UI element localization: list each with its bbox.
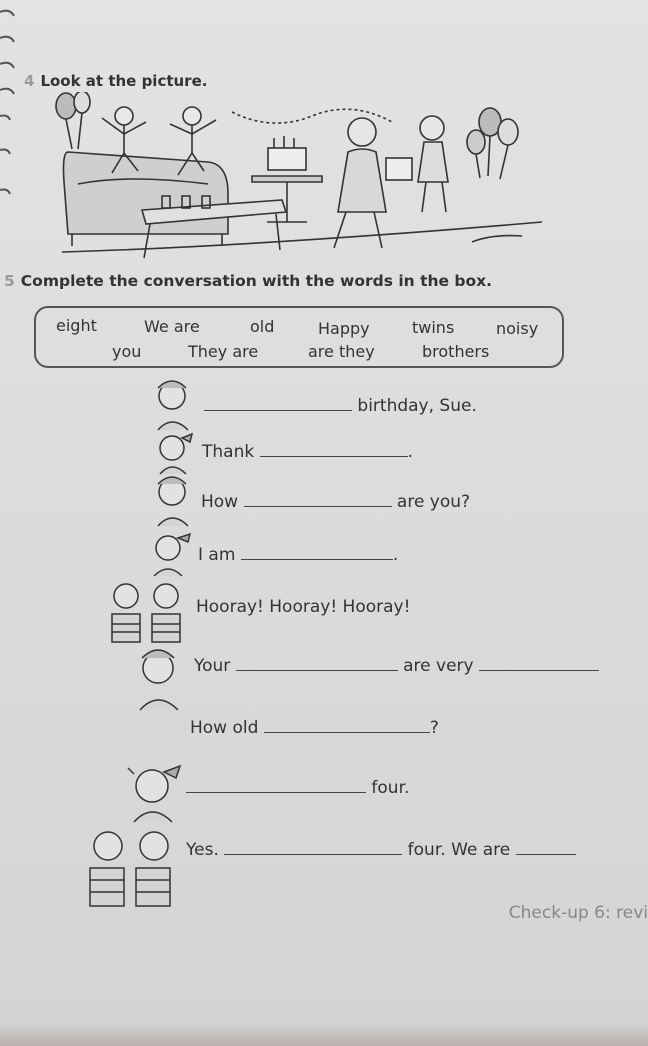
word-box-item: twins <box>412 318 455 337</box>
answer-blank[interactable] <box>204 409 352 411</box>
sue-icon <box>146 530 196 578</box>
exercise-5-heading <box>4 272 492 290</box>
twins-icon <box>104 578 190 644</box>
spiral-binding <box>0 0 22 230</box>
answer-blank[interactable] <box>241 558 393 560</box>
answer-blank[interactable] <box>264 731 430 733</box>
line-text: ? <box>429 718 439 738</box>
word-box-item: Happy <box>318 319 370 338</box>
sue-icon <box>152 430 198 476</box>
word-box-item: eight <box>56 316 97 335</box>
line-text: Your <box>194 656 231 676</box>
sue-icon <box>124 760 190 824</box>
conversation-line-3 <box>201 492 470 512</box>
conversation-line-1 <box>204 396 477 416</box>
answer-blank[interactable] <box>479 669 599 671</box>
line-text: I am <box>198 545 236 565</box>
answer-blank[interactable] <box>260 455 408 457</box>
line-text: Thank <box>202 442 255 462</box>
line-text: four. We are <box>407 840 511 860</box>
conversation-line-7 <box>190 718 439 738</box>
exercise-4-heading <box>24 72 207 90</box>
exercise-4-instruction: Look at the picture. <box>40 72 208 90</box>
answer-blank[interactable] <box>236 669 398 671</box>
answer-blank[interactable] <box>244 505 392 507</box>
birthday-party-illustration <box>52 92 552 272</box>
exercise-5-number: 5 <box>4 272 15 290</box>
line-text: . <box>392 545 399 565</box>
conversation-line-4 <box>198 545 398 565</box>
line-text: Hooray! Hooray! Hooray! <box>196 597 411 617</box>
line-text: are you? <box>396 492 471 512</box>
footer-check-up: Check-up 6: revi <box>508 903 648 923</box>
word-box-item: brothers <box>422 342 490 361</box>
conversation-line-9 <box>186 840 576 860</box>
answer-blank[interactable] <box>516 853 576 855</box>
answer-blank[interactable] <box>224 853 402 855</box>
line-text: four. <box>371 778 410 798</box>
line-text: . <box>407 442 414 462</box>
word-box <box>34 306 564 368</box>
conversation-line-6 <box>194 656 599 676</box>
word-box-item: noisy <box>496 319 539 338</box>
conversation-line-8 <box>186 778 409 798</box>
line-text: Yes. <box>186 840 219 860</box>
grandma-icon <box>150 474 198 528</box>
line-text: How old <box>190 718 259 738</box>
line-text: How <box>201 492 239 512</box>
word-box-item: They are <box>188 342 259 361</box>
conversation-line-2 <box>202 442 413 462</box>
word-box-item: are they <box>308 342 375 361</box>
word-box-item: We are <box>144 317 200 336</box>
exercise-4-number: 4 <box>24 72 35 90</box>
exercise-5-instruction: Complete the conversation with the words in the box. <box>20 272 493 290</box>
twins-icon <box>82 824 182 910</box>
word-box-item: old <box>250 317 275 336</box>
line-text: birthday, Sue. <box>357 396 477 416</box>
page-bottom-edge <box>0 1026 648 1046</box>
word-box-item: you <box>112 342 142 361</box>
grandma-icon <box>132 646 190 712</box>
grandma-icon <box>150 378 198 432</box>
line-text: are very <box>403 656 474 676</box>
conversation-line-5 <box>196 597 410 617</box>
answer-blank[interactable] <box>186 791 366 793</box>
